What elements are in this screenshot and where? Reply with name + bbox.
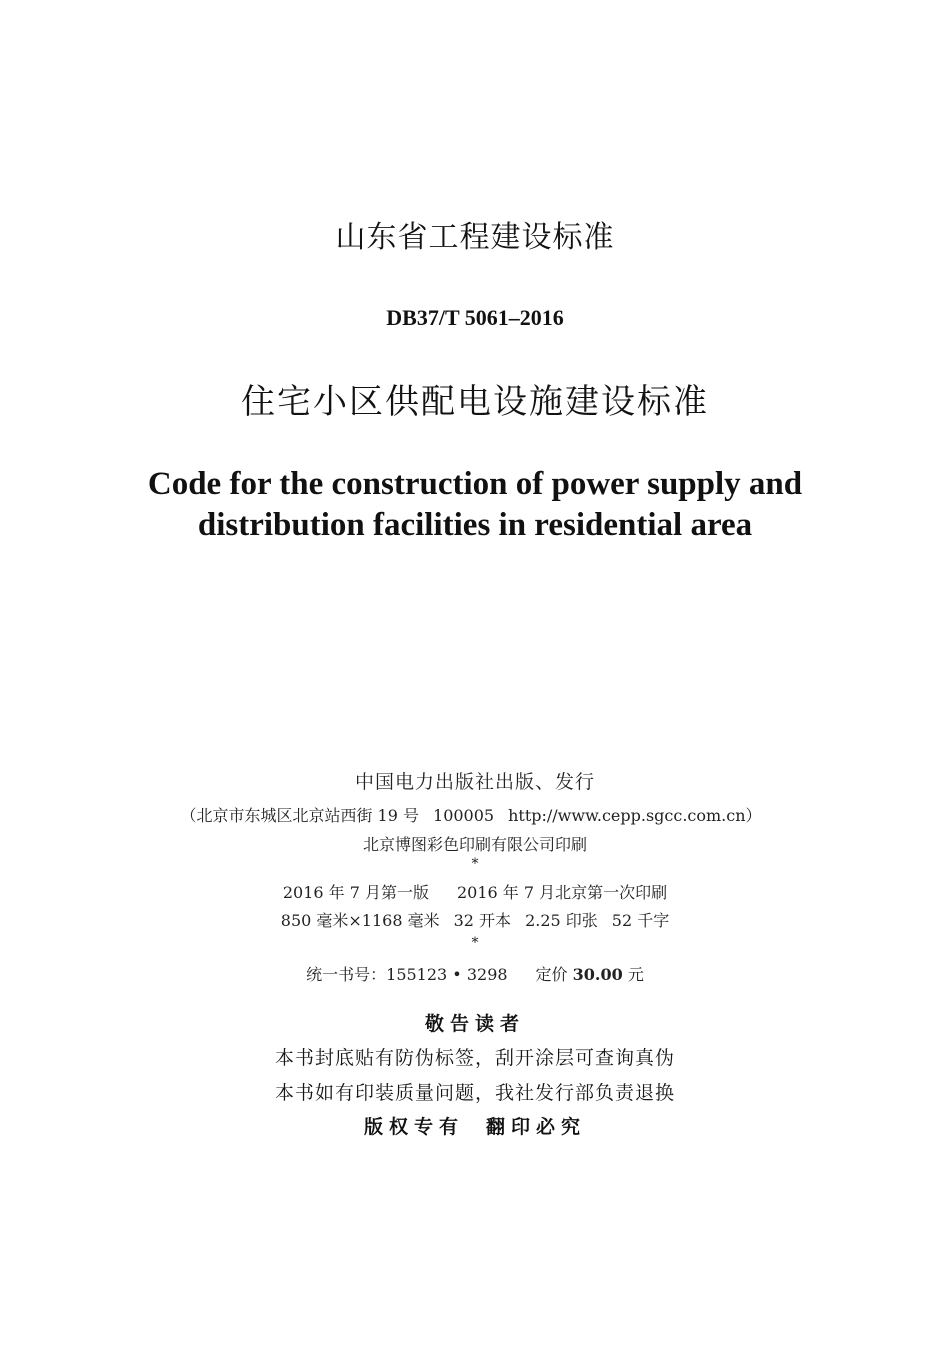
price-value: 30.00 [572, 965, 623, 984]
postcode: 100005 [433, 806, 495, 825]
edition-line [0, 880, 950, 903]
address-line [0, 803, 946, 826]
english-title-line-2: distribution facilities in residential area [197, 507, 753, 543]
copyright-line [0, 1112, 950, 1139]
book-number: 155123 • 3298 [386, 965, 508, 984]
printing: 2016 年 7 月北京第一次印刷 [457, 883, 668, 902]
publisher-website: http://www.cepp.sgcc.com.cn） [508, 806, 762, 825]
chinese-title: 住宅小区供配电设施建设标准 [241, 382, 709, 422]
book-number-line [0, 962, 950, 985]
notice-line-1: 本书封底贴有防伪标签，刮开涂层可查询真伪 [274, 1047, 675, 1069]
word-count: 52 千字 [611, 911, 670, 930]
english-title-line-1: Code for the construction of power supply and [147, 466, 803, 502]
edition: 2016 年 7 月第一版 [282, 883, 429, 902]
series-title: 山东省工程建设标准 [335, 220, 615, 255]
standard-code: DB37/T 5061–2016 [386, 305, 564, 330]
english-title [0, 464, 950, 546]
printed-sheets: 2.25 印张 [525, 911, 598, 930]
separator-star: * [471, 935, 479, 951]
printer-line: 北京博图彩色印刷有限公司印刷 [362, 835, 587, 854]
copyright-reserved: 版权专有 [363, 1116, 464, 1138]
paper-size: 850 毫米×1168 毫米 [280, 911, 440, 930]
publisher-line: 中国电力出版社出版、发行 [354, 771, 595, 793]
reprint-prohibited: 翻印必究 [486, 1116, 587, 1138]
price-label: 定价 [535, 965, 568, 984]
price-unit: 元 [627, 965, 644, 984]
notice-title: 敬告读者 [424, 1013, 525, 1035]
book-number-label: 统一书号： [306, 965, 387, 984]
publisher-address: （北京市东城区北京站西街 19 号 [180, 806, 420, 825]
format-line [0, 908, 950, 931]
separator-star: * [471, 856, 479, 872]
book-format: 32 开本 [453, 911, 512, 930]
notice-line-2: 本书如有印装质量问题，我社发行部负责退换 [274, 1082, 675, 1104]
